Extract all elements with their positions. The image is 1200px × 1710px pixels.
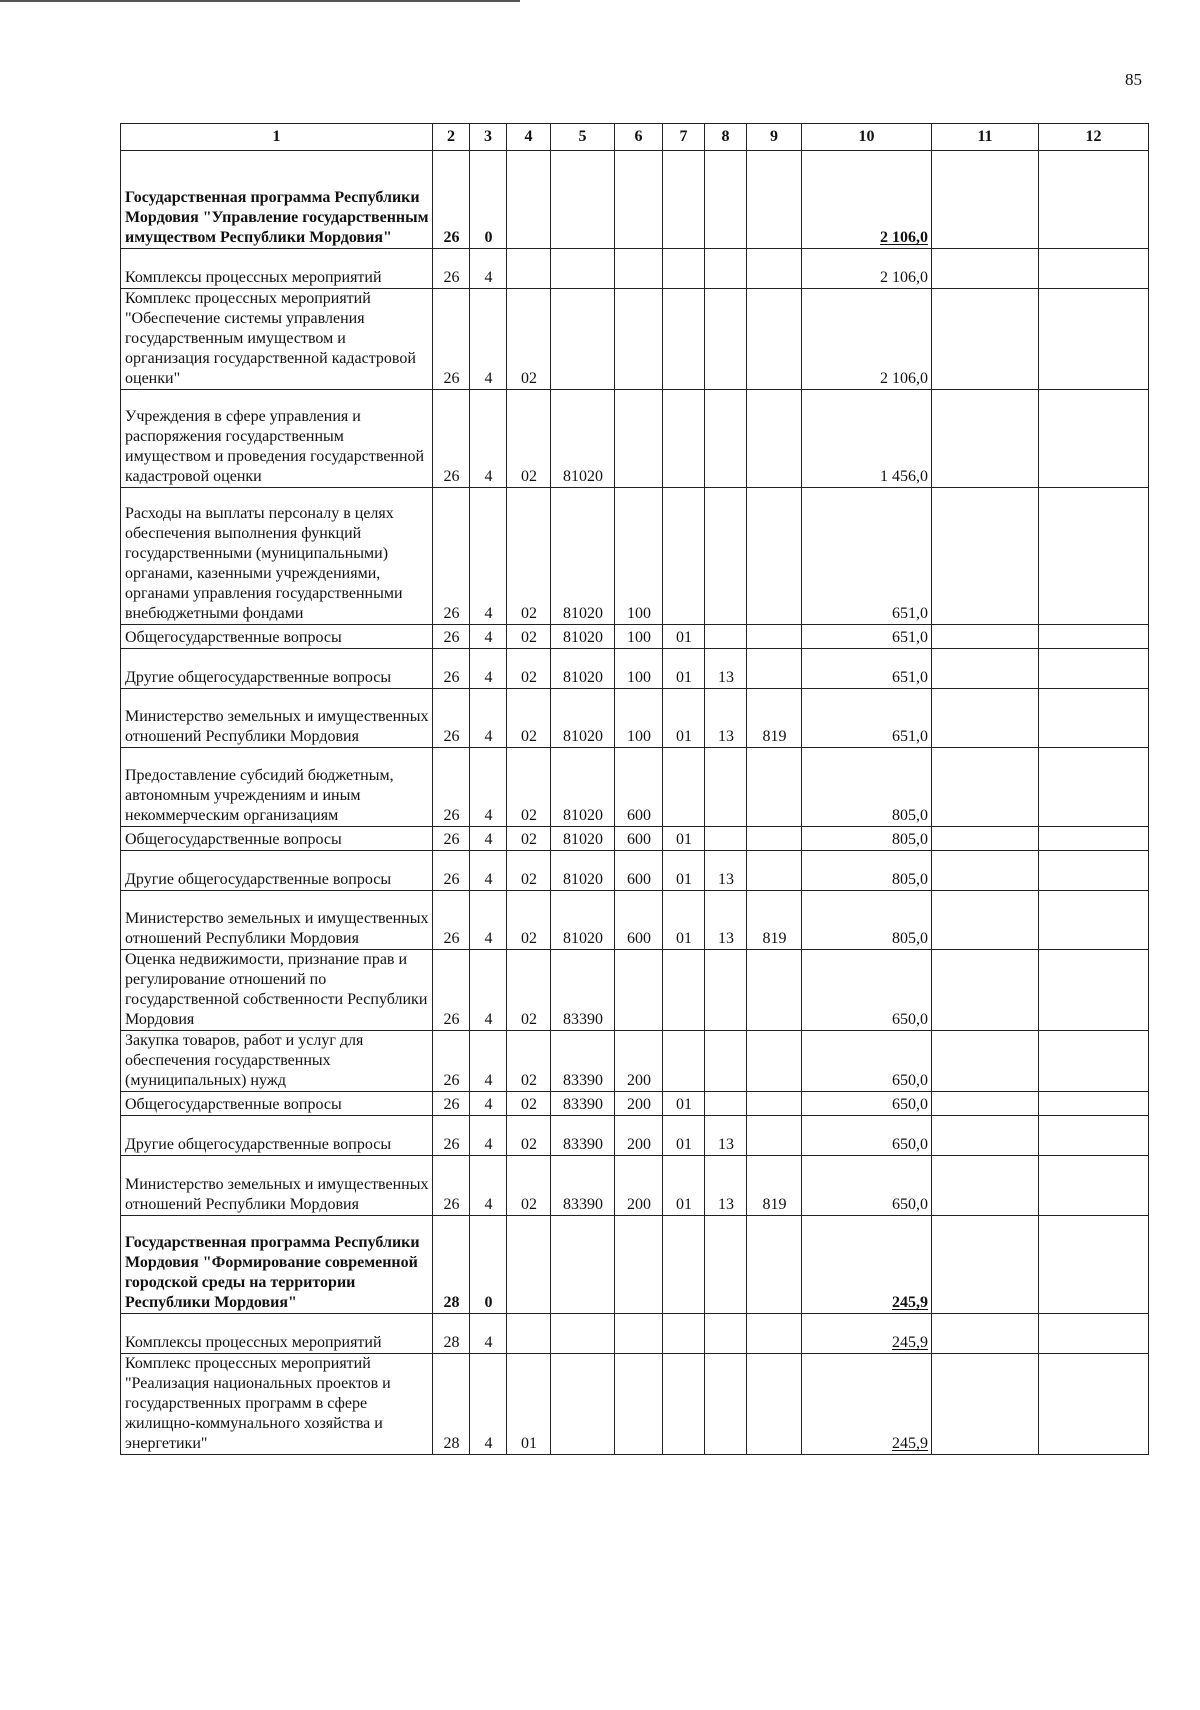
cell-col-2: 26 [433,950,470,1031]
cell-col-6: 600 [615,827,663,851]
cell-col-5: 83390 [551,950,615,1031]
header-col-7: 7 [663,124,705,151]
cell-col-12 [1039,1156,1149,1216]
table-row [121,249,1149,289]
cell-col-11 [932,249,1039,289]
row-name-cell: Предоставление субсидий бюджетным, автономным учреждениям и иным некоммерческим организациям [121,748,433,827]
cell-col-11 [932,649,1039,689]
cell-col-2: 26 [433,1156,470,1216]
table-row [121,891,1149,950]
cell-col-11 [932,1092,1039,1116]
cell-col-2: 26 [433,1092,470,1116]
cell-col-3: 4 [470,748,507,827]
cell-col-11 [932,689,1039,748]
cell-col-8: 13 [705,1116,747,1156]
cell-col-4 [507,1216,551,1314]
header-col-8: 8 [705,124,747,151]
cell-col-3: 0 [470,1216,507,1314]
cell-col-3: 4 [470,851,507,891]
cell-col-2: 26 [433,1116,470,1156]
cell-col-10: 805,0 [802,851,932,891]
cell-col-8: 13 [705,851,747,891]
cell-col-6 [615,1354,663,1455]
cell-col-4: 02 [507,851,551,891]
cell-col-3: 4 [470,1156,507,1216]
table-row [121,488,1149,625]
cell-col-3: 4 [470,1116,507,1156]
table-row [121,1314,1149,1354]
cell-col-4: 02 [507,748,551,827]
cell-col-10 [802,1354,932,1455]
cell-col-12 [1039,950,1149,1031]
cell-col-6 [615,249,663,289]
cell-col-12 [1039,851,1149,891]
cell-col-10 [802,151,932,249]
cell-col-5 [551,289,615,390]
cell-col-3: 4 [470,689,507,748]
cell-col-9: 819 [747,689,802,748]
cell-col-8 [705,1031,747,1092]
cell-col-2: 28 [433,1216,470,1314]
row-name-cell: Закупка товаров, работ и услуг для обеспечения государственных (муниципальных) нужд [121,1031,433,1092]
row-name-cell: Государственная программа Республики Мордовия "Формирование современной городской среды на территории Республики Мордовия" [121,1216,433,1314]
header-col-10: 10 [802,124,932,151]
cell-col-9 [747,1314,802,1354]
amount-value: 2 106,0 [880,229,928,246]
cell-col-3: 4 [470,827,507,851]
cell-col-7 [663,151,705,249]
cell-col-3: 4 [470,1031,507,1092]
cell-col-10: 2 106,0 [802,289,932,390]
budget-table [120,123,1149,1455]
cell-col-5: 81020 [551,748,615,827]
cell-col-6 [615,950,663,1031]
cell-col-11 [932,748,1039,827]
cell-col-11 [932,851,1039,891]
cell-col-11 [932,950,1039,1031]
cell-col-12 [1039,1354,1149,1455]
cell-col-6: 100 [615,649,663,689]
cell-col-3: 0 [470,151,507,249]
cell-col-5: 81020 [551,488,615,625]
cell-col-12 [1039,891,1149,950]
row-name-cell: Министерство земельных и имущественных отношений Республики Мордовия [121,1156,433,1216]
amount-value: 245,9 [892,1334,928,1351]
cell-col-4: 02 [507,1092,551,1116]
header-col-9: 9 [747,124,802,151]
cell-col-3: 4 [470,625,507,649]
table-row [121,625,1149,649]
table-row [121,1092,1149,1116]
cell-col-5: 81020 [551,891,615,950]
table-row [121,851,1149,891]
cell-col-4 [507,1314,551,1354]
cell-col-11 [932,1354,1039,1455]
cell-col-11 [932,1314,1039,1354]
cell-col-2: 26 [433,625,470,649]
cell-col-4: 02 [507,891,551,950]
cell-col-9 [747,1116,802,1156]
cell-col-5: 81020 [551,390,615,488]
row-name-cell: Комплексы процессных мероприятий [121,249,433,289]
cell-col-9: 819 [747,891,802,950]
cell-col-9 [747,488,802,625]
cell-col-2: 26 [433,748,470,827]
cell-col-8 [705,950,747,1031]
table-header [121,124,1149,151]
cell-col-7: 01 [663,625,705,649]
cell-col-6 [615,1314,663,1354]
cell-col-10 [802,1216,932,1314]
cell-col-9 [747,625,802,649]
table-row [121,1116,1149,1156]
cell-col-11 [932,1216,1039,1314]
cell-col-10: 650,0 [802,950,932,1031]
cell-col-2: 26 [433,488,470,625]
cell-col-8: 13 [705,689,747,748]
cell-col-6: 100 [615,689,663,748]
cell-col-4: 02 [507,950,551,1031]
cell-col-2: 26 [433,649,470,689]
row-name-cell: Общегосударственные вопросы [121,827,433,851]
cell-col-9: 819 [747,1156,802,1216]
cell-col-2: 26 [433,851,470,891]
header-col-3: 3 [470,124,507,151]
table-row [121,1354,1149,1455]
cell-col-8 [705,289,747,390]
cell-col-12 [1039,1314,1149,1354]
cell-col-8 [705,1314,747,1354]
cell-col-6: 100 [615,488,663,625]
cell-col-9 [747,390,802,488]
cell-col-7 [663,488,705,625]
header-col-11: 11 [932,124,1039,151]
table-row [121,390,1149,488]
header-row [121,124,1149,151]
cell-col-6: 200 [615,1092,663,1116]
cell-col-7 [663,390,705,488]
cell-col-11 [932,827,1039,851]
cell-col-3: 4 [470,1354,507,1455]
cell-col-11 [932,1156,1039,1216]
row-name-cell: Комплекс процессных мероприятий "Обеспечение системы управления государственным имуществом и организация государственной кадастровой оценки" [121,289,433,390]
cell-col-3: 4 [470,1092,507,1116]
cell-col-2: 26 [433,827,470,851]
row-name-cell: Комплекс процессных мероприятий "Реализация национальных проектов и государственных программ в сфере жилищно-коммунального хозяйства и энергетики" [121,1354,433,1455]
header-col-6: 6 [615,124,663,151]
cell-col-2: 28 [433,1354,470,1455]
cell-col-9 [747,1031,802,1092]
row-name-cell: Другие общегосударственные вопросы [121,649,433,689]
table-row [121,649,1149,689]
cell-col-9 [747,249,802,289]
cell-col-8 [705,1216,747,1314]
cell-col-10: 650,0 [802,1031,932,1092]
cell-col-4: 02 [507,390,551,488]
cell-col-3: 4 [470,289,507,390]
cell-col-8 [705,748,747,827]
cell-col-12 [1039,1092,1149,1116]
table-body [121,151,1149,1455]
cell-col-4 [507,151,551,249]
cell-col-9 [747,748,802,827]
row-name-cell: Расходы на выплаты персоналу в целях обеспечения выполнения функций государственными (муниципальными) органами, казенными учреждениями, органами управления государственными внебюджетными фондами [121,488,433,625]
cell-col-9 [747,950,802,1031]
cell-col-10: 651,0 [802,488,932,625]
cell-col-7 [663,950,705,1031]
cell-col-12 [1039,289,1149,390]
cell-col-6 [615,1216,663,1314]
table-row [121,748,1149,827]
cell-col-10: 651,0 [802,689,932,748]
cell-col-9 [747,827,802,851]
cell-col-2: 26 [433,1031,470,1092]
cell-col-12 [1039,249,1149,289]
header-col-5: 5 [551,124,615,151]
cell-col-4: 01 [507,1354,551,1455]
cell-col-8 [705,1092,747,1116]
cell-col-7 [663,1216,705,1314]
cell-col-4: 02 [507,689,551,748]
cell-col-12 [1039,1116,1149,1156]
cell-col-8: 13 [705,649,747,689]
cell-col-12 [1039,1031,1149,1092]
table-row [121,151,1149,249]
cell-col-6: 100 [615,625,663,649]
cell-col-12 [1039,488,1149,625]
table-row [121,950,1149,1031]
row-name-cell: Министерство земельных и имущественных отношений Республики Мордовия [121,689,433,748]
row-name-cell: Оценка недвижимости, признание прав и регулирование отношений по государственной собственности Республики Мордовия [121,950,433,1031]
cell-col-3: 4 [470,891,507,950]
cell-col-7: 01 [663,827,705,851]
cell-col-10: 2 106,0 [802,249,932,289]
cell-col-12 [1039,625,1149,649]
cell-col-7 [663,1354,705,1455]
cell-col-3: 4 [470,1314,507,1354]
cell-col-3: 4 [470,249,507,289]
cell-col-10 [802,1314,932,1354]
cell-col-9 [747,1092,802,1116]
cell-col-8 [705,151,747,249]
cell-col-9 [747,1354,802,1455]
cell-col-5 [551,151,615,249]
cell-col-7: 01 [663,689,705,748]
cell-col-7 [663,748,705,827]
table-row [121,1031,1149,1092]
row-name-cell: Другие общегосударственные вопросы [121,1116,433,1156]
cell-col-12 [1039,649,1149,689]
cell-col-5: 81020 [551,625,615,649]
cell-col-6 [615,151,663,249]
cell-col-12 [1039,827,1149,851]
cell-col-7 [663,249,705,289]
cell-col-6: 600 [615,748,663,827]
cell-col-5: 83390 [551,1116,615,1156]
table-row [121,289,1149,390]
cell-col-2: 26 [433,689,470,748]
cell-col-8 [705,249,747,289]
cell-col-8 [705,390,747,488]
cell-col-8: 13 [705,891,747,950]
row-name-cell: Общегосударственные вопросы [121,1092,433,1116]
cell-col-10: 1 456,0 [802,390,932,488]
cell-col-2: 26 [433,151,470,249]
cell-col-4: 02 [507,488,551,625]
cell-col-12 [1039,748,1149,827]
cell-col-4 [507,249,551,289]
cell-col-11 [932,151,1039,249]
cell-col-5: 83390 [551,1092,615,1116]
cell-col-6: 200 [615,1156,663,1216]
cell-col-6: 600 [615,891,663,950]
cell-col-8 [705,625,747,649]
cell-col-2: 28 [433,1314,470,1354]
header-col-1: 1 [121,124,433,151]
cell-col-10: 650,0 [802,1116,932,1156]
cell-col-10: 651,0 [802,649,932,689]
cell-col-7: 01 [663,851,705,891]
row-name-cell: Другие общегосударственные вопросы [121,851,433,891]
cell-col-5: 81020 [551,827,615,851]
scan-top-rule [0,0,520,2]
cell-col-9 [747,151,802,249]
cell-col-2: 26 [433,289,470,390]
cell-col-11 [932,1031,1039,1092]
cell-col-12 [1039,151,1149,249]
cell-col-3: 4 [470,649,507,689]
cell-col-4: 02 [507,625,551,649]
cell-col-10: 805,0 [802,827,932,851]
cell-col-3: 4 [470,488,507,625]
table-row [121,1156,1149,1216]
cell-col-6: 200 [615,1116,663,1156]
cell-col-4: 02 [507,1116,551,1156]
cell-col-7: 01 [663,1116,705,1156]
cell-col-5: 83390 [551,1031,615,1092]
cell-col-5: 81020 [551,689,615,748]
cell-col-2: 26 [433,891,470,950]
amount-value: 245,9 [892,1294,928,1311]
cell-col-4: 02 [507,649,551,689]
cell-col-11 [932,891,1039,950]
cell-col-8 [705,1354,747,1455]
cell-col-5: 81020 [551,649,615,689]
cell-col-6 [615,390,663,488]
page-number: 85 [1125,70,1142,89]
cell-col-10: 650,0 [802,1092,932,1116]
cell-col-12 [1039,1216,1149,1314]
cell-col-10: 650,0 [802,1156,932,1216]
row-name-cell: Комплексы процессных мероприятий [121,1314,433,1354]
header-col-4: 4 [507,124,551,151]
table-row [121,827,1149,851]
cell-col-2: 26 [433,390,470,488]
cell-col-5 [551,1314,615,1354]
cell-col-9 [747,851,802,891]
cell-col-9 [747,289,802,390]
cell-col-4: 02 [507,827,551,851]
cell-col-5: 83390 [551,1156,615,1216]
cell-col-11 [932,1116,1039,1156]
cell-col-7 [663,1031,705,1092]
cell-col-12 [1039,689,1149,748]
cell-col-7: 01 [663,1092,705,1116]
cell-col-10: 805,0 [802,748,932,827]
cell-col-6 [615,289,663,390]
cell-col-2: 26 [433,249,470,289]
cell-col-7: 01 [663,891,705,950]
cell-col-11 [932,625,1039,649]
cell-col-11 [932,390,1039,488]
cell-col-7: 01 [663,649,705,689]
cell-col-5 [551,249,615,289]
cell-col-10: 805,0 [802,891,932,950]
cell-col-11 [932,488,1039,625]
cell-col-9 [747,1216,802,1314]
cell-col-8: 13 [705,1156,747,1216]
cell-col-5 [551,1354,615,1455]
header-col-12: 12 [1039,124,1149,151]
cell-col-4: 02 [507,289,551,390]
cell-col-8 [705,488,747,625]
table-row [121,1216,1149,1314]
cell-col-10: 651,0 [802,625,932,649]
cell-col-4: 02 [507,1156,551,1216]
cell-col-6: 200 [615,1031,663,1092]
cell-col-6: 600 [615,851,663,891]
table-row [121,689,1149,748]
cell-col-3: 4 [470,390,507,488]
amount-value: 245,9 [892,1435,928,1452]
cell-col-4: 02 [507,1031,551,1092]
cell-col-5: 81020 [551,851,615,891]
row-name-cell: Государственная программа Республики Мордовия "Управление государственным имуществом Республики Мордовия" [121,151,433,249]
cell-col-7 [663,289,705,390]
cell-col-11 [932,289,1039,390]
row-name-cell: Министерство земельных и имущественных отношений Республики Мордовия [121,891,433,950]
row-name-cell: Общегосударственные вопросы [121,625,433,649]
cell-col-3: 4 [470,950,507,1031]
cell-col-12 [1039,390,1149,488]
cell-col-9 [747,649,802,689]
cell-col-5 [551,1216,615,1314]
cell-col-7: 01 [663,1156,705,1216]
cell-col-8 [705,827,747,851]
row-name-cell: Учреждения в сфере управления и распоряжения государственным имуществом и проведения государственной кадастровой оценки [121,390,433,488]
header-col-2: 2 [433,124,470,151]
cell-col-7 [663,1314,705,1354]
